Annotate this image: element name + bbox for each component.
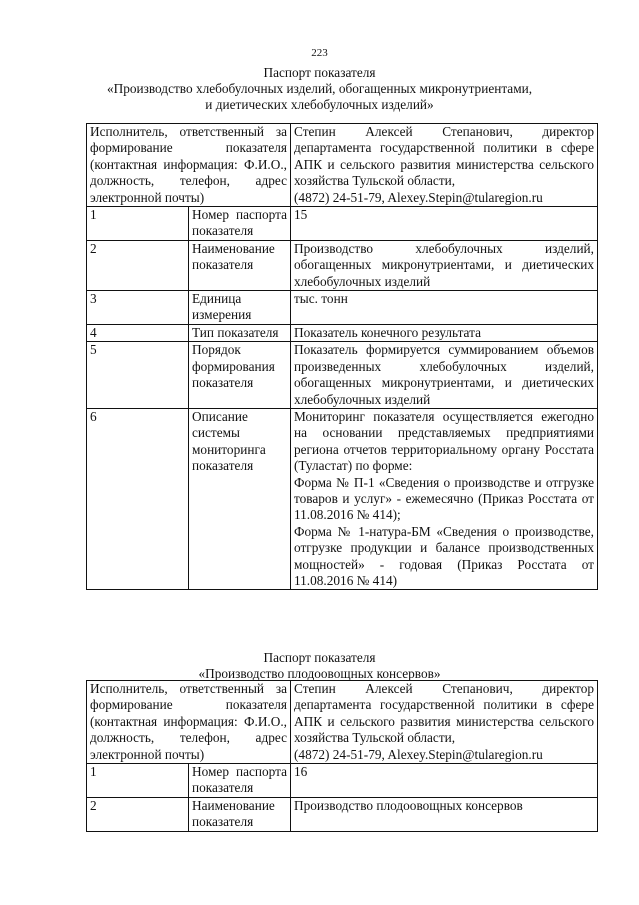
table-row bbox=[87, 291, 598, 325]
row-number: 4 bbox=[87, 324, 189, 341]
executor-value-line: (4872) 24-51-79, Alexey.Stepin@tularegion.ru bbox=[294, 189, 543, 205]
row-value: Производство хлебобулочных изделий, обогащенных микронутриентами, и диетических хлебобулочных изделий bbox=[291, 240, 598, 290]
executor-value-line: Степин Алексей Степанович, директор департамента государственной политики в сфере АПК и сельского развития министерства сельского хозяйства Тульской области, bbox=[294, 124, 594, 189]
row-label: Наименование показателя bbox=[189, 240, 291, 290]
row-number: 6 bbox=[87, 408, 189, 589]
row-label: Наименование показателя bbox=[189, 797, 291, 831]
row-number: 5 bbox=[87, 342, 189, 409]
passport-title-line: «Производство плодоовощных консервов» bbox=[198, 666, 441, 681]
table-row bbox=[87, 797, 598, 831]
row-value: Производство плодоовощных консервов bbox=[291, 797, 598, 831]
executor-value bbox=[291, 681, 598, 764]
row-value bbox=[291, 408, 598, 589]
row-value-line: Форма № П-1 «Сведения о производстве и отгрузке товаров и услуг» - ежемесячно (Приказ Росстата от 11.08.2016 № 414); bbox=[294, 474, 594, 523]
row-value: Показатель конечного результата bbox=[291, 324, 598, 341]
row-label: Номер паспорта показателя bbox=[189, 207, 291, 241]
table-row bbox=[87, 240, 598, 290]
row-value: 16 bbox=[291, 764, 598, 798]
row-number: 2 bbox=[87, 797, 189, 831]
row-label: Описание системы мониторинга показателя bbox=[189, 408, 291, 589]
passport-title bbox=[60, 65, 579, 113]
row-number: 1 bbox=[87, 207, 189, 241]
table-row bbox=[87, 764, 598, 798]
passport-title-line: Паспорт показателя bbox=[263, 65, 376, 80]
executor-value bbox=[291, 124, 598, 207]
row-value: Показатель формируется суммированием объемов произведенных хлебобулочных изделий, обогащенных микронутриентами, и диетических хлебобулочных изделий bbox=[291, 342, 598, 409]
passport-title bbox=[60, 650, 579, 682]
table-row bbox=[87, 207, 598, 241]
executor-row bbox=[87, 681, 598, 764]
passport-table bbox=[86, 680, 598, 832]
executor-label: Исполнитель, ответственный за формирование показателя (контактная информация: Ф.И.О., должность, телефон, адрес электронной почты) bbox=[87, 681, 291, 764]
passport-table bbox=[86, 123, 598, 590]
row-label: Порядок формирования показателя bbox=[189, 342, 291, 409]
table-row bbox=[87, 342, 598, 409]
passport-title-line: «Производство хлебобулочных изделий, обогащенных микронутриентами, bbox=[106, 81, 533, 96]
executor-row bbox=[87, 124, 598, 207]
row-label: Единица измерения bbox=[189, 291, 291, 325]
page-number: 223 bbox=[311, 47, 328, 59]
executor-label: Исполнитель, ответственный за формирование показателя (контактная информация: Ф.И.О., должность, телефон, адрес электронной почты) bbox=[87, 124, 291, 207]
row-value-line: Форма № 1-натура-БМ «Сведения о производстве, отгрузке продукции и балансе производственных мощностей» - годовая (Приказ Росстата от 11.08.2016 № 414) bbox=[294, 523, 594, 588]
row-value: тыс. тонн bbox=[291, 291, 598, 325]
executor-value-line: Степин Алексей Степанович, директор департамента государственной политики в сфере АПК и сельского развития министерства сельского хозяйства Тульской области, bbox=[294, 681, 594, 746]
row-value-line: Мониторинг показателя осуществляется ежегодно на основании представляемых предприятиями региона отчетов территориальному органу Росстата (Туластат) по форме: bbox=[294, 408, 594, 474]
table-row bbox=[87, 408, 598, 589]
row-value: 15 bbox=[291, 207, 598, 241]
table-row bbox=[87, 324, 598, 341]
passport-title-line: и диетических хлебобулочных изделий» bbox=[205, 97, 434, 112]
row-number: 2 bbox=[87, 240, 189, 290]
passport-title-line: Паспорт показателя bbox=[263, 650, 376, 665]
executor-value-line: (4872) 24-51-79, Alexey.Stepin@tularegion.ru bbox=[294, 746, 543, 762]
row-label: Номер паспорта показателя bbox=[189, 764, 291, 798]
row-number: 1 bbox=[87, 764, 189, 798]
row-label: Тип показателя bbox=[189, 324, 291, 341]
row-number: 3 bbox=[87, 291, 189, 325]
